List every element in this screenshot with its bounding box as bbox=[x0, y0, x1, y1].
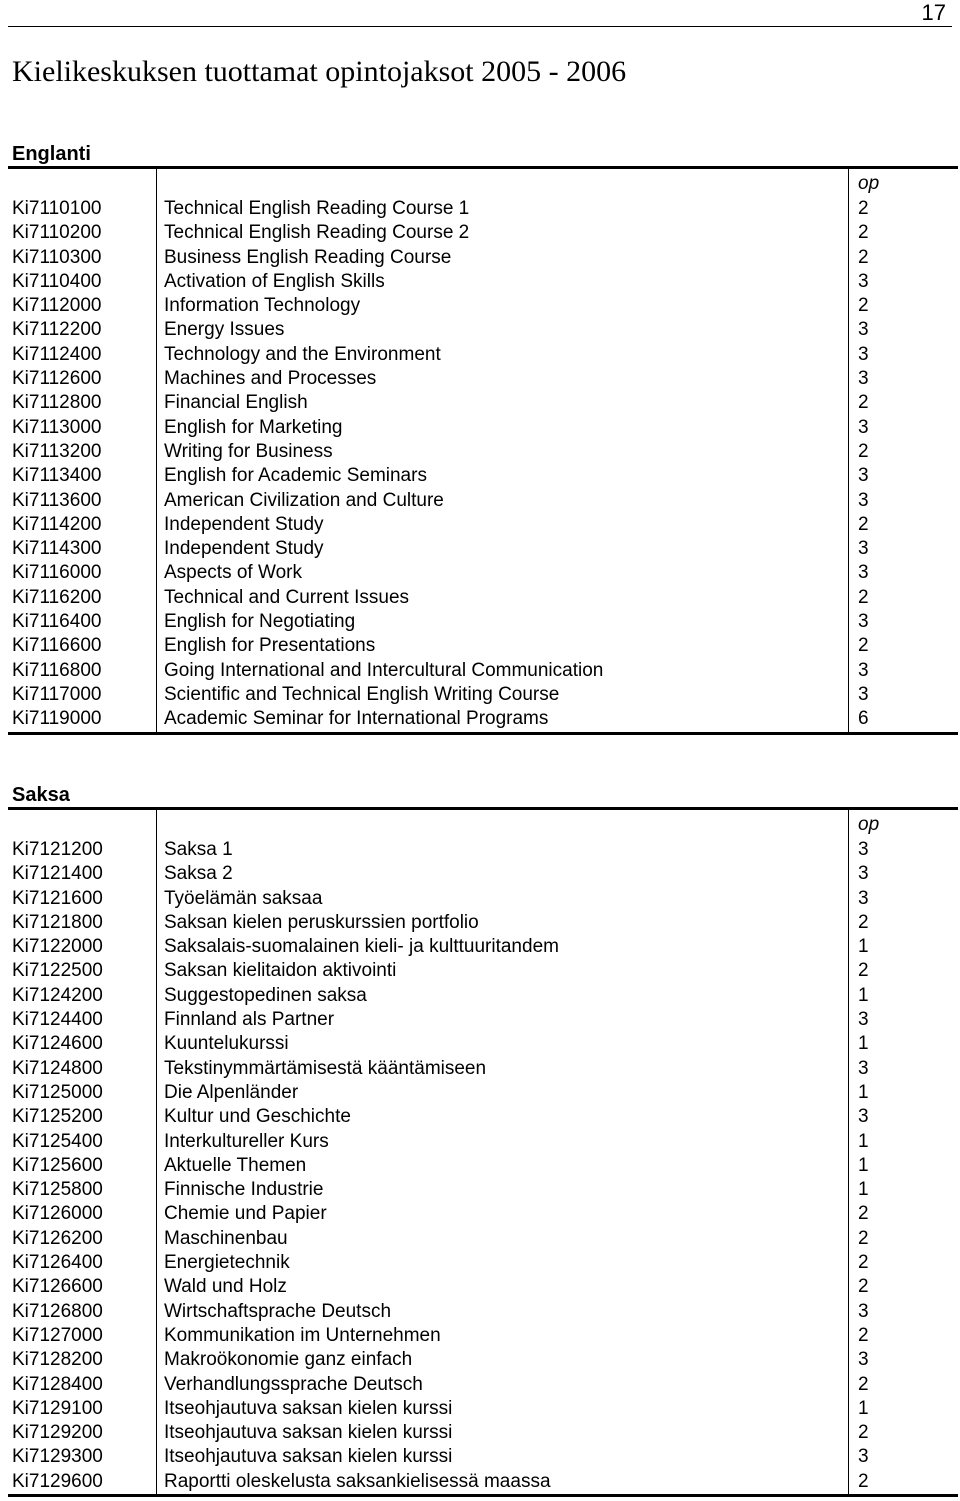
course-credits: 3 bbox=[858, 1057, 869, 1079]
course-code: Ki7125200 bbox=[12, 1106, 103, 1128]
course-name: Kuuntelukurssi bbox=[164, 1033, 289, 1055]
course-credits: 1 bbox=[858, 936, 869, 958]
course-credits: 3 bbox=[858, 887, 869, 909]
course-name: Itseohjautuva saksan kielen kurssi bbox=[164, 1422, 453, 1444]
course-credits: 3 bbox=[858, 839, 869, 860]
course-credits: 1 bbox=[858, 1179, 869, 1201]
course-table bbox=[8, 169, 958, 735]
course-credits: 3 bbox=[858, 1106, 869, 1128]
table-row bbox=[8, 1032, 958, 1056]
course-name: Academic Seminar for International Programs bbox=[164, 708, 549, 730]
course-credits: 3 bbox=[858, 1446, 869, 1468]
table-row bbox=[8, 838, 958, 862]
course-name: Työelämän saksaa bbox=[164, 887, 323, 909]
course-credits: 3 bbox=[858, 489, 869, 511]
course-code: Ki7122000 bbox=[12, 936, 103, 958]
course-name: Makroökonomie ganz einfach bbox=[164, 1349, 413, 1371]
course-name: Machines and Processes bbox=[164, 368, 377, 390]
table-row bbox=[8, 1202, 958, 1226]
table-row bbox=[8, 294, 958, 318]
table-row bbox=[8, 391, 958, 415]
course-credits: 2 bbox=[858, 246, 869, 268]
course-code: Ki7125800 bbox=[12, 1179, 103, 1201]
course-code: Ki7126600 bbox=[12, 1276, 103, 1298]
course-code: Ki7126200 bbox=[12, 1227, 103, 1249]
table-header-row bbox=[8, 169, 958, 197]
course-name: Activation of English Skills bbox=[164, 270, 385, 292]
course-credits: 1 bbox=[858, 1154, 869, 1176]
course-name: Wald und Holz bbox=[164, 1276, 287, 1298]
table-row bbox=[8, 586, 958, 610]
course-credits: 3 bbox=[858, 319, 869, 341]
course-credits: 2 bbox=[858, 1324, 869, 1346]
table-row bbox=[8, 862, 958, 886]
table-row bbox=[8, 984, 958, 1008]
section-saksa bbox=[8, 783, 958, 1497]
table-row bbox=[8, 1081, 958, 1105]
course-code: Ki7116600 bbox=[12, 635, 102, 657]
course-code: Ki7112600 bbox=[12, 368, 102, 390]
course-name: English for Academic Seminars bbox=[164, 465, 427, 487]
course-name: Verhandlungssprache Deutsch bbox=[164, 1373, 423, 1395]
course-code: Ki7116400 bbox=[12, 611, 102, 633]
course-code: Ki7122500 bbox=[12, 960, 103, 982]
course-name: Kommunikation im Unternehmen bbox=[164, 1324, 441, 1346]
course-credits: 2 bbox=[858, 1373, 869, 1395]
table-row bbox=[8, 683, 958, 707]
section-bottom-rule bbox=[8, 732, 958, 735]
table-row bbox=[8, 416, 958, 440]
table-row bbox=[8, 1348, 958, 1372]
table-row bbox=[8, 1445, 958, 1469]
table-row bbox=[8, 537, 958, 561]
course-name: Technical English Reading Course 2 bbox=[164, 222, 470, 244]
course-credits: 2 bbox=[858, 911, 869, 933]
table-row bbox=[8, 911, 958, 935]
table-row bbox=[8, 610, 958, 634]
course-credits: 1 bbox=[858, 1397, 869, 1419]
course-name: Independent Study bbox=[164, 513, 324, 535]
course-code: Ki7121400 bbox=[12, 863, 103, 885]
table-row bbox=[8, 367, 958, 391]
table-row bbox=[8, 1105, 958, 1129]
course-code: Ki7112400 bbox=[12, 343, 102, 365]
course-code: Ki7127000 bbox=[12, 1324, 103, 1346]
course-credits: 1 bbox=[858, 1033, 869, 1055]
course-credits: 2 bbox=[858, 222, 869, 244]
table-row bbox=[8, 1324, 958, 1348]
course-code: Ki7110100 bbox=[12, 198, 102, 219]
course-name: Tekstinymmärtämisestä kääntämiseen bbox=[164, 1057, 487, 1079]
course-code: Ki7113400 bbox=[12, 465, 102, 487]
course-name: Financial English bbox=[164, 392, 308, 414]
course-name: Wirtschaftsprache Deutsch bbox=[164, 1300, 392, 1322]
course-credits: 3 bbox=[858, 683, 869, 705]
course-name: Finnland als Partner bbox=[164, 1009, 335, 1031]
course-credits: 2 bbox=[858, 1227, 869, 1249]
course-credits: 2 bbox=[858, 440, 869, 462]
table-row bbox=[8, 440, 958, 464]
course-name: Finnische Industrie bbox=[164, 1179, 324, 1201]
table-row bbox=[8, 1154, 958, 1178]
table-row bbox=[8, 1008, 958, 1032]
course-credits: 3 bbox=[858, 538, 869, 560]
table-row bbox=[8, 197, 958, 221]
course-credits: 3 bbox=[858, 611, 869, 633]
course-credits: 3 bbox=[858, 465, 869, 487]
course-code: Ki7125000 bbox=[12, 1081, 103, 1103]
course-code: Ki7129600 bbox=[12, 1470, 103, 1492]
course-code: Ki7110200 bbox=[12, 222, 102, 244]
course-name: Technical English Reading Course 1 bbox=[164, 198, 470, 219]
course-credits: 3 bbox=[858, 1349, 869, 1371]
course-name: Saksan kielitaidon aktivointi bbox=[164, 960, 397, 982]
course-code: Ki7121200 bbox=[12, 839, 103, 860]
course-name: Energietechnik bbox=[164, 1252, 290, 1274]
course-name: Saksan kielen peruskurssien portfolio bbox=[164, 911, 479, 933]
course-name: English for Presentations bbox=[164, 635, 376, 657]
table-row bbox=[8, 489, 958, 513]
course-name: Saksalais-suomalainen kieli- ja kulttuuritandem bbox=[164, 936, 559, 958]
table-row bbox=[8, 464, 958, 488]
course-name: Raportti oleskelusta saksankielisessä maassa bbox=[164, 1470, 551, 1492]
table-row bbox=[8, 1300, 958, 1324]
course-name: Suggestopedinen saksa bbox=[164, 984, 367, 1006]
table-row bbox=[8, 1227, 958, 1251]
course-code: Ki7116800 bbox=[12, 659, 102, 681]
table-row bbox=[8, 1178, 958, 1202]
table-row bbox=[8, 935, 958, 959]
table-row bbox=[8, 270, 958, 294]
course-code: Ki7124200 bbox=[12, 984, 103, 1006]
table-row bbox=[8, 1421, 958, 1445]
document-title: Kielikeskuksen tuottamat opintojaksot 2005 - 2006 bbox=[12, 55, 627, 88]
course-credits: 2 bbox=[858, 1422, 869, 1444]
course-credits: 2 bbox=[858, 586, 869, 608]
course-credits: 3 bbox=[858, 343, 869, 365]
course-code: Ki7128200 bbox=[12, 1349, 103, 1371]
course-credits: 2 bbox=[858, 1252, 869, 1274]
table-row bbox=[8, 1251, 958, 1275]
course-name: Scientific and Technical English Writing Course bbox=[164, 683, 560, 705]
course-code: Ki7112800 bbox=[12, 392, 102, 414]
course-code: Ki7121600 bbox=[12, 887, 103, 909]
table-row bbox=[8, 1057, 958, 1081]
course-code: Ki7129200 bbox=[12, 1422, 103, 1444]
course-credits: 3 bbox=[858, 1009, 869, 1031]
course-code: Ki7125400 bbox=[12, 1130, 103, 1152]
course-code: Ki7113200 bbox=[12, 440, 102, 462]
course-code: Ki7119000 bbox=[12, 708, 102, 730]
course-name: Technology and the Environment bbox=[164, 343, 441, 365]
course-code: Ki7126000 bbox=[12, 1203, 103, 1225]
table-row bbox=[8, 561, 958, 585]
course-credits: 3 bbox=[858, 1300, 869, 1322]
course-code: Ki7110300 bbox=[12, 246, 102, 268]
course-name: Technical and Current Issues bbox=[164, 586, 410, 608]
table-row bbox=[8, 1397, 958, 1421]
course-name: English for Negotiating bbox=[164, 611, 356, 633]
course-code: Ki7110400 bbox=[12, 270, 102, 292]
course-name: Kultur und Geschichte bbox=[164, 1106, 351, 1128]
table-row bbox=[8, 246, 958, 270]
course-code: Ki7113600 bbox=[12, 489, 102, 511]
table-row bbox=[8, 634, 958, 658]
course-code: Ki7124400 bbox=[12, 1009, 103, 1031]
course-name: Independent Study bbox=[164, 538, 324, 560]
course-code: Ki7124600 bbox=[12, 1033, 103, 1055]
course-name: Die Alpenländer bbox=[164, 1081, 299, 1103]
course-name: Saksa 1 bbox=[164, 839, 233, 860]
course-credits: 2 bbox=[858, 1276, 869, 1298]
course-name: Aktuelle Themen bbox=[164, 1154, 307, 1176]
section-title: Saksa bbox=[12, 784, 70, 806]
course-code: Ki7114300 bbox=[12, 538, 102, 560]
course-credits: 3 bbox=[858, 416, 869, 438]
table-row bbox=[8, 318, 958, 342]
table-row bbox=[8, 1130, 958, 1154]
course-name: Energy Issues bbox=[164, 319, 285, 341]
section-title: Englanti bbox=[12, 143, 91, 165]
op-column-header: op bbox=[858, 173, 880, 194]
table-row bbox=[8, 1275, 958, 1299]
header-rule bbox=[8, 26, 952, 27]
course-credits: 2 bbox=[858, 392, 869, 414]
course-name: Maschinenbau bbox=[164, 1227, 288, 1249]
course-name: Writing for Business bbox=[164, 440, 333, 462]
course-credits: 2 bbox=[858, 1470, 869, 1492]
course-name: Saksa 2 bbox=[164, 863, 233, 885]
table-row bbox=[8, 887, 958, 911]
course-name: English for Marketing bbox=[164, 416, 343, 438]
course-code: Ki7113000 bbox=[12, 416, 102, 438]
course-code: Ki7126400 bbox=[12, 1252, 103, 1274]
course-name: Business English Reading Course bbox=[164, 246, 452, 268]
course-credits: 3 bbox=[858, 863, 869, 885]
course-credits: 3 bbox=[858, 270, 869, 292]
course-code: Ki7117000 bbox=[12, 683, 102, 705]
course-code: Ki7121800 bbox=[12, 911, 103, 933]
table-row bbox=[8, 343, 958, 367]
course-code: Ki7124800 bbox=[12, 1057, 103, 1079]
table-row bbox=[8, 959, 958, 983]
course-credits: 1 bbox=[858, 1081, 869, 1103]
table-row bbox=[8, 707, 958, 731]
table-row bbox=[8, 659, 958, 683]
course-name: Interkultureller Kurs bbox=[164, 1130, 329, 1152]
table-header-row bbox=[8, 810, 958, 838]
course-credits: 1 bbox=[858, 1130, 869, 1152]
course-name: Itseohjautuva saksan kielen kurssi bbox=[164, 1397, 453, 1419]
course-credits: 2 bbox=[858, 1203, 869, 1225]
course-credits: 3 bbox=[858, 368, 869, 390]
table-row bbox=[8, 1470, 958, 1494]
course-credits: 1 bbox=[858, 984, 869, 1006]
course-code: Ki7126800 bbox=[12, 1300, 103, 1322]
course-code: Ki7116200 bbox=[12, 586, 102, 608]
page-number: 17 bbox=[921, 0, 946, 25]
course-name: Going International and Intercultural Communication bbox=[164, 659, 604, 681]
section-bottom-rule bbox=[8, 1494, 958, 1497]
course-name: Information Technology bbox=[164, 295, 361, 317]
course-code: Ki7129300 bbox=[12, 1446, 103, 1468]
course-code: Ki7125600 bbox=[12, 1154, 103, 1176]
course-credits: 3 bbox=[858, 659, 869, 681]
course-credits: 6 bbox=[858, 708, 869, 730]
course-code: Ki7116000 bbox=[12, 562, 102, 584]
course-table bbox=[8, 810, 958, 1497]
course-credits: 3 bbox=[858, 562, 869, 584]
table-row bbox=[8, 221, 958, 245]
course-credits: 2 bbox=[858, 295, 869, 317]
course-name: American Civilization and Culture bbox=[164, 489, 444, 511]
course-credits: 2 bbox=[858, 635, 869, 657]
table-row bbox=[8, 513, 958, 537]
course-code: Ki7128400 bbox=[12, 1373, 103, 1395]
course-credits: 2 bbox=[858, 513, 869, 535]
course-credits: 2 bbox=[858, 960, 869, 982]
course-name: Itseohjautuva saksan kielen kurssi bbox=[164, 1446, 453, 1468]
course-credits: 2 bbox=[858, 198, 869, 219]
section-englanti bbox=[8, 142, 958, 735]
course-name: Aspects of Work bbox=[164, 562, 302, 584]
course-name: Chemie und Papier bbox=[164, 1203, 327, 1225]
op-column-header: op bbox=[858, 814, 880, 835]
course-code: Ki7129100 bbox=[12, 1397, 103, 1419]
course-code: Ki7112200 bbox=[12, 319, 102, 341]
course-code: Ki7114200 bbox=[12, 513, 102, 535]
table-row bbox=[8, 1373, 958, 1397]
course-code: Ki7112000 bbox=[12, 295, 102, 317]
